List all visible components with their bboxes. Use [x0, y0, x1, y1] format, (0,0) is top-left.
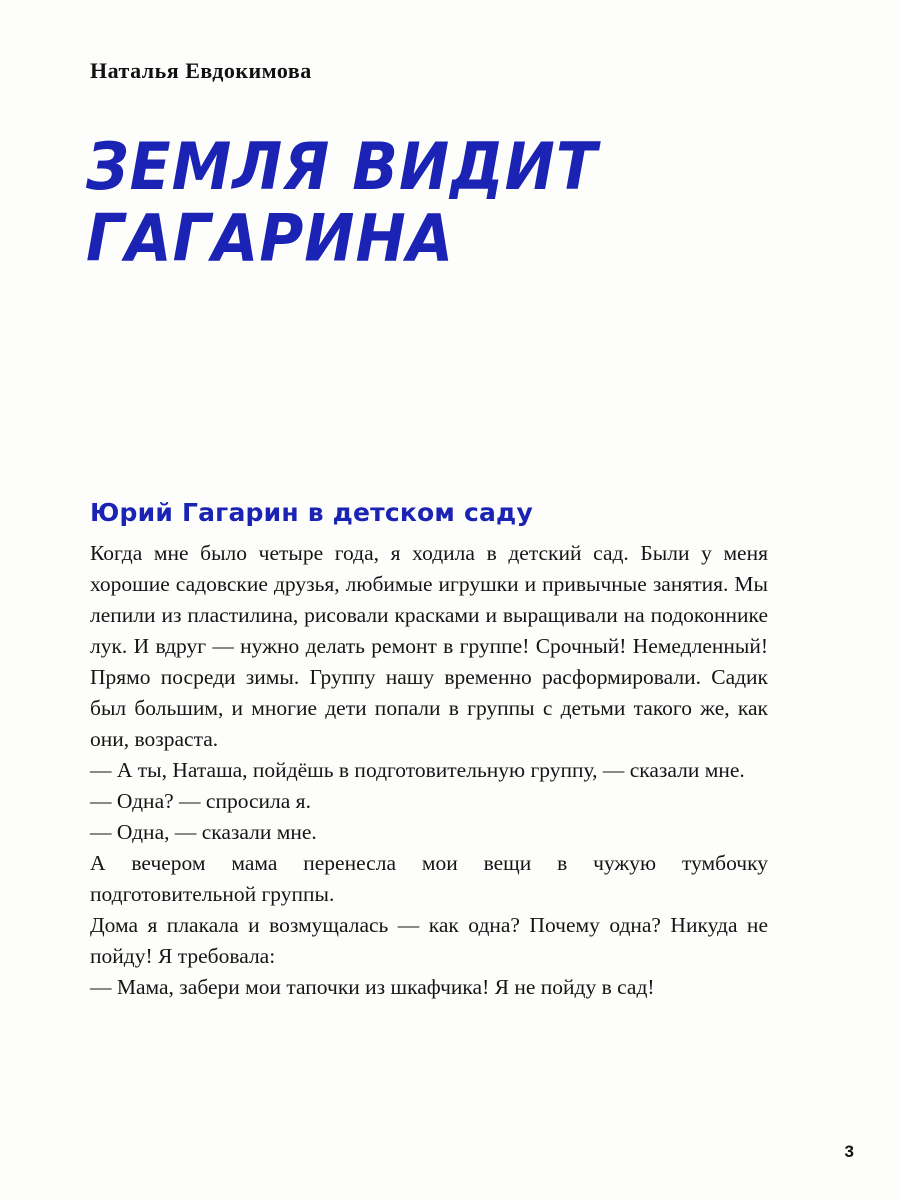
paragraph-7: — Мама, забери мои тапочки из шкафчика! Я не пойду в сад!	[90, 975, 655, 999]
paragraph-3: — Одна? — спросила я.	[90, 789, 311, 813]
paragraph-2: — А ты, Наташа, пойдёшь в подготовительную группу, — сказали мне.	[90, 758, 745, 782]
title-line-1: ЗЕМЛЯ ВИДИТ	[86, 129, 598, 206]
book-title	[86, 129, 598, 277]
paragraph-6: Дома я плакала и возмущалась — как одна? Почему одна? Никуда не пойду! Я требовала:	[90, 913, 768, 968]
paragraph-5: А вечером мама перенесла мои вещи в чужую тумбочку подготовительной группы.	[90, 851, 768, 906]
section-heading: Юрий Гагарин в детском саду	[90, 498, 533, 527]
title-line-2: ГАГАРИНА	[86, 201, 455, 277]
paragraph-4: — Одна, — сказали мне.	[90, 820, 317, 844]
body-text	[90, 538, 768, 1003]
page-number: 3	[844, 1142, 854, 1161]
author-name: Наталья Евдокимова	[90, 58, 312, 83]
paragraph-1: Когда мне было четыре года, я ходила в детский сад. Были у меня хорошие садовские друзья, любимые игрушки и привычные занятия. Мы лепили из пластилина, рисовали красками и выращивали на подоконнике лук. И вдруг — нужно делать ремонт в группе! Срочный! Немедленный! Прямо посреди зимы. Группу нашу временно расформировали. Садик был большим, и многие дети попали в группы с детьми такого же, как они, возраста.	[90, 541, 768, 751]
